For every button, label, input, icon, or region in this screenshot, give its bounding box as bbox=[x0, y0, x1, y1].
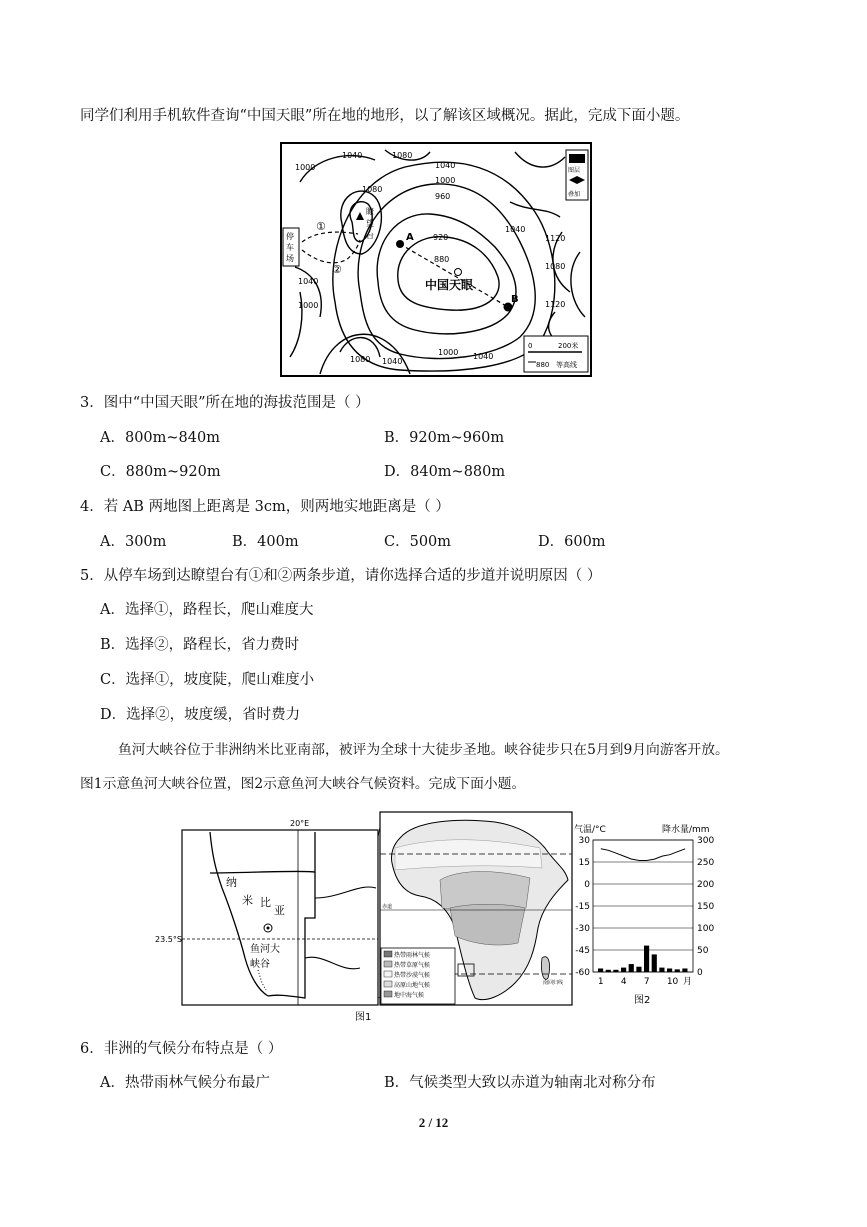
right-tick-label: 200 bbox=[697, 880, 715, 890]
q4-stem: 4．若 AB 两地图上距离是 3cm，则两地实地距离是（ ） bbox=[80, 499, 450, 515]
q3-option-a[interactable]: A．800m~840m bbox=[100, 430, 220, 446]
precip-bar bbox=[682, 968, 687, 972]
legend-text: 等高线 bbox=[556, 361, 577, 369]
precip-bar bbox=[659, 968, 664, 972]
legend-value: 880 bbox=[536, 361, 550, 369]
q6-option-b[interactable]: B．气候类型大致以赤道为轴南北对称分布 bbox=[384, 1075, 656, 1091]
peak-label-2: 望 bbox=[366, 219, 374, 228]
peak-label-3: 台 bbox=[366, 231, 374, 240]
climate-chart bbox=[574, 823, 714, 1006]
legend-item-4: 高原山地气候 bbox=[394, 982, 431, 989]
page-number: 2 / 12 bbox=[418, 1115, 449, 1130]
intro-text-2b: 图1示意鱼河大峡谷位置，图2示意鱼河大峡谷气候资料。完成下面小题。 bbox=[80, 776, 526, 792]
fig2-caption: 图2 bbox=[634, 995, 651, 1006]
svg-text:1000: 1000 bbox=[295, 163, 316, 172]
q5-option-b[interactable]: B．选择②，路程长，省力费时 bbox=[100, 637, 300, 653]
right-tick-label: 0 bbox=[697, 968, 703, 978]
parking-label-3: 场 bbox=[286, 254, 294, 263]
left-tick-label: 30 bbox=[578, 836, 590, 846]
svg-text:1040: 1040 bbox=[298, 277, 319, 286]
svg-text:1120: 1120 bbox=[545, 300, 566, 309]
svg-text:920: 920 bbox=[433, 233, 449, 242]
svg-text:1080: 1080 bbox=[392, 151, 413, 160]
q6-option-a[interactable]: A．热带雨林气候分布最广 bbox=[100, 1075, 270, 1091]
q4-option-a[interactable]: A．300m bbox=[100, 534, 167, 550]
intro-text-2a: 鱼河大峡谷位于非洲纳米比亚南部，被评为全球十大徒步圣地。峡谷徒步只在5月到9月向游客开放。 bbox=[118, 742, 729, 758]
peak-label-1: 瞭 bbox=[366, 207, 374, 216]
center-label: 中国天眼 bbox=[425, 278, 474, 292]
precip-bar bbox=[598, 968, 603, 972]
right-tick-label: 150 bbox=[697, 902, 715, 912]
precip-bar bbox=[606, 970, 611, 972]
parking-label-2: 车 bbox=[286, 243, 294, 252]
left-tick-label: 0 bbox=[584, 880, 590, 890]
svg-text:1040: 1040 bbox=[473, 352, 494, 361]
left-tick-label: -60 bbox=[575, 968, 590, 978]
q3-option-b[interactable]: B．920m~960m bbox=[384, 430, 505, 446]
tropic-label: 南回归线 bbox=[543, 980, 564, 986]
q5-option-c[interactable]: C．选择①，坡度陡，爬山难度小 bbox=[100, 672, 315, 688]
q3-option-d[interactable]: D．840m~880m bbox=[384, 464, 506, 480]
q5-option-d[interactable]: D．选择②，坡度缓，省时费力 bbox=[100, 707, 301, 723]
x-tick-label: 7 bbox=[643, 977, 650, 987]
svg-text:1080: 1080 bbox=[362, 185, 383, 194]
svg-text:1040: 1040 bbox=[382, 357, 403, 366]
right-tick-label: 250 bbox=[697, 858, 715, 868]
precip-bar bbox=[644, 946, 649, 972]
point-a-dot bbox=[396, 240, 404, 248]
intro-text-1: 同学们利用手机软件查询“中国天眼”所在地的地形，以了解该区域概况。据此，完成下面小题。 bbox=[80, 108, 690, 124]
legend-item-1: 热带雨林气候 bbox=[394, 952, 431, 959]
country-char-3: 比 bbox=[260, 896, 271, 909]
svg-text:1000: 1000 bbox=[298, 301, 319, 310]
svg-text:880: 880 bbox=[434, 255, 450, 264]
country-char-1: 纳 bbox=[226, 876, 237, 889]
point-a-label: A bbox=[406, 232, 414, 243]
x-tick-label: 4 bbox=[620, 977, 627, 987]
fig2-ylabel-right: 降水量/mm bbox=[662, 825, 710, 835]
left-tick-label: 15 bbox=[578, 858, 590, 868]
precip-bar bbox=[629, 964, 634, 972]
equator-label: 赤道 bbox=[382, 904, 393, 910]
left-tick-label: -45 bbox=[575, 946, 590, 956]
layer-icon bbox=[569, 154, 585, 163]
svg-text:1040: 1040 bbox=[505, 225, 526, 234]
q3-stem: 3．图中“中国天眼”所在地的海拔范围是（ ） bbox=[80, 395, 370, 411]
x-tick-label: 10 bbox=[666, 977, 679, 987]
country-char-2: 米 bbox=[242, 894, 253, 907]
precip-bar bbox=[652, 954, 657, 972]
svg-text:960: 960 bbox=[435, 192, 451, 201]
q5-stem: 5．从停车场到达瞭望台有①和②两条步道，请你选择合适的步道并说明原因（ ） bbox=[80, 568, 602, 584]
right-tick-label: 100 bbox=[697, 924, 715, 934]
q5-option-a[interactable]: A．选择①，路程长，爬山难度大 bbox=[100, 602, 314, 618]
q4-option-b[interactable]: B．400m bbox=[232, 534, 299, 550]
layer-label-1: 图层 bbox=[568, 167, 581, 174]
contour-map bbox=[280, 142, 592, 377]
svg-text:1120: 1120 bbox=[545, 234, 566, 243]
x-tick-label: 1 bbox=[597, 977, 604, 987]
precip-bar bbox=[613, 970, 618, 972]
svg-text:1000: 1000 bbox=[438, 348, 459, 357]
parallel-label: 23.5°S bbox=[155, 935, 182, 944]
q3-option-c[interactable]: C．880m~920m bbox=[100, 464, 221, 480]
canyon-label-1: 鱼河大 bbox=[250, 944, 280, 955]
meridian-label: 20°E bbox=[290, 819, 310, 828]
parking-label-1: 停 bbox=[286, 232, 294, 241]
scale-text: 200米 bbox=[558, 342, 579, 350]
q4-option-c[interactable]: C．500m bbox=[384, 534, 452, 550]
right-tick-label: 50 bbox=[697, 946, 709, 956]
q6-stem: 6．非洲的气候分布特点是（ ） bbox=[80, 1041, 283, 1057]
left-tick-label: -15 bbox=[575, 902, 590, 912]
scale-zero: 0 bbox=[528, 342, 533, 350]
fig1-caption: 图1 bbox=[355, 1012, 372, 1023]
layer-label-2: 叠加 bbox=[568, 191, 581, 198]
canyon-label-2: 峡谷 bbox=[250, 959, 270, 970]
svg-text:1080: 1080 bbox=[545, 262, 566, 271]
precip-bar bbox=[636, 967, 641, 972]
svg-text:1000: 1000 bbox=[435, 176, 456, 185]
x-tick-label: 月 bbox=[683, 977, 693, 987]
legend-item-3: 热带沙漠气候 bbox=[394, 972, 431, 979]
africa-figure bbox=[150, 808, 730, 1030]
fig2-ylabel-left: 气温/°C bbox=[574, 825, 606, 835]
right-tick-label: 300 bbox=[697, 836, 715, 846]
route-2-label: ② bbox=[332, 263, 342, 276]
route-1-label: ① bbox=[316, 220, 326, 233]
precip-bar bbox=[675, 969, 680, 972]
legend-item-2: 热带草原气候 bbox=[394, 962, 431, 969]
svg-text:1080: 1080 bbox=[350, 355, 371, 364]
svg-text:1040: 1040 bbox=[435, 161, 456, 170]
q4-option-d[interactable]: D．600m bbox=[538, 534, 606, 550]
country-char-4: 亚 bbox=[274, 904, 285, 917]
precip-bar bbox=[621, 968, 626, 972]
left-tick-label: -30 bbox=[575, 924, 590, 934]
svg-text:1040: 1040 bbox=[342, 151, 363, 160]
point-b-label: B bbox=[511, 294, 519, 305]
precip-bar bbox=[667, 968, 672, 972]
legend-item-5: 地中海气候 bbox=[394, 992, 425, 999]
